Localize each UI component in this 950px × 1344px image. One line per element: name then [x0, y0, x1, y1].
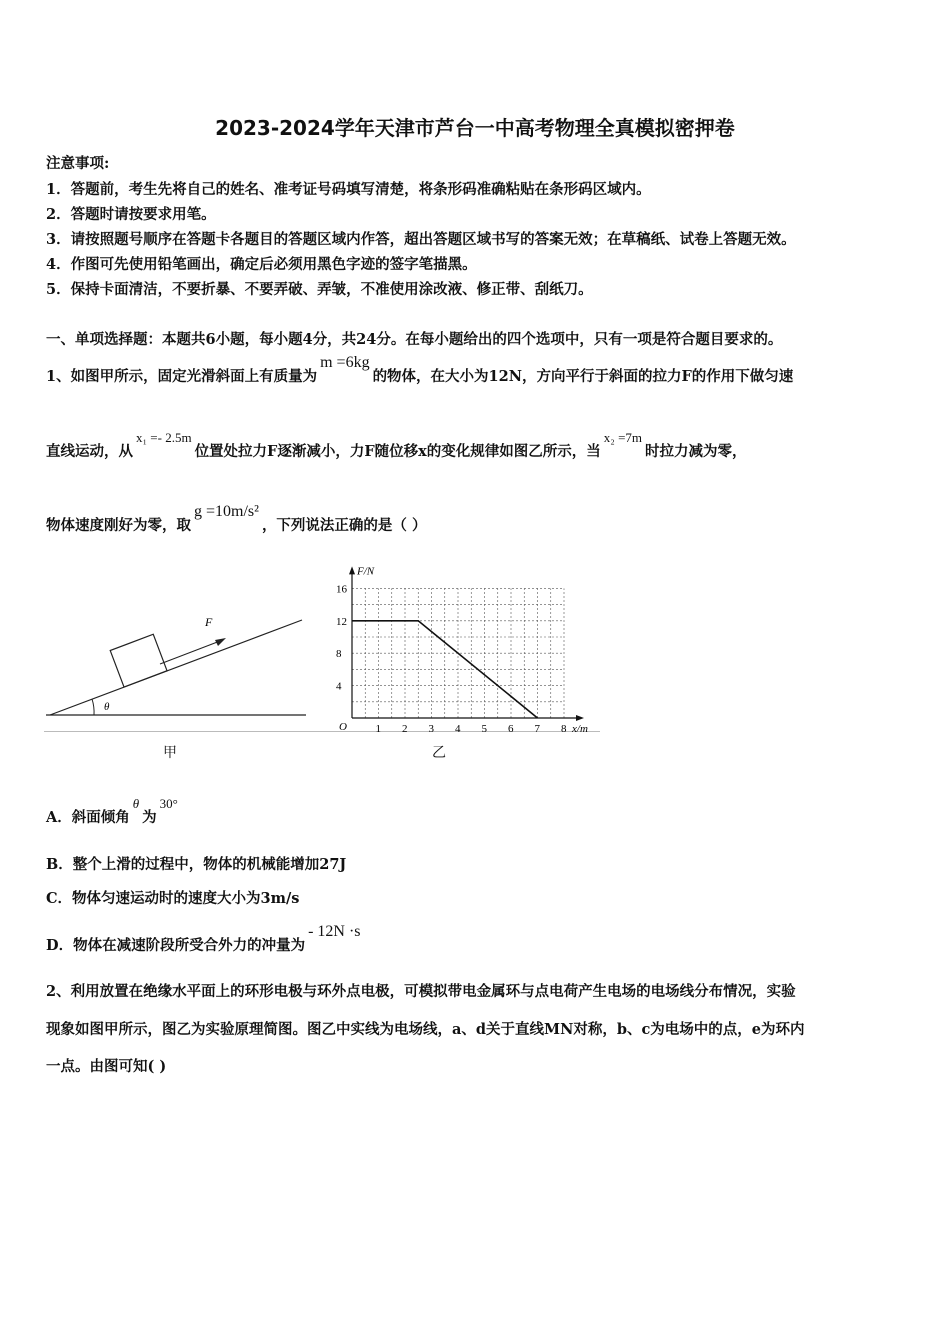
option-c: C．物体匀速运动时的速度大小为3m/s	[46, 890, 300, 907]
x-tick-label: 6	[508, 723, 514, 735]
y-axis-arrow	[349, 566, 355, 574]
q1-text: 物体速度刚好为零，取	[46, 517, 191, 534]
origin-label: O	[339, 721, 347, 733]
notice-heading: 注意事项:	[46, 155, 110, 172]
option-d-text: D．物体在减速阶段所受合外力的冲量为	[46, 937, 306, 954]
option-b: B．整个上滑的过程中，物体的机械能增加27J	[46, 856, 347, 873]
q2-line-1: 2、利用放置在绝缘水平面上的环形电极与环外点电极，可模拟带电金属环与点电荷产生电场的电场线分布情况，实验	[46, 983, 796, 1000]
impulse-value: - 12N ·s	[308, 923, 361, 940]
q1-text: 位置处拉力F逐渐减小，力F随位移x的变化规律如图乙所示，当	[194, 443, 601, 460]
theta-symbol: θ	[132, 796, 140, 811]
y-tick-label: 8	[336, 648, 342, 661]
figure-caption-jia: 甲	[163, 745, 177, 761]
x2-formula: x₂ =7m	[603, 430, 643, 445]
block	[110, 634, 167, 687]
x-axis-label: x/m	[572, 723, 588, 735]
y-tick-label: 4	[336, 680, 342, 693]
figure-caption-yi: 乙	[432, 745, 446, 761]
x-tick-label: 7	[534, 723, 540, 735]
q2-line-3: 一点。由图可知( )	[46, 1058, 167, 1075]
x1-formula: x₁ =- 2.5m	[136, 430, 192, 445]
x-tick-label: 2	[402, 723, 408, 735]
x-tick-label: 5	[481, 723, 487, 735]
force-label: F	[205, 615, 213, 629]
gravity-formula: g =10m/s²	[194, 503, 259, 520]
force-displacement-chart	[318, 550, 608, 740]
mass-formula: m =6kg	[320, 354, 370, 371]
y-axis-label: F/N	[357, 565, 375, 578]
x-tick-label: 3	[428, 723, 434, 735]
option-d	[46, 923, 364, 955]
notice-item-3: 3．请按照题号顺序在答题卡各题目的答题区域内作答，超出答题区域书写的答案无效；在草稿纸、试卷上答题无效。	[46, 231, 796, 248]
notice-item-4: 4．作图可先使用铅笔画出，确定后必须用黑色字迹的签字笔描黑。	[46, 256, 477, 273]
section-heading: 一、单项选择题：本题共6小题，每小题4分，共24分。在每小题给出的四个选项中，只有一项是符合题目要求的。	[46, 331, 783, 348]
x-axis-arrow	[576, 715, 584, 721]
notice-item-2: 2．答题时请按要求用笔。	[46, 206, 216, 223]
notice-item-5: 5．保持卡面清洁，不要折暴、不要弄破、弄皱，不准使用涂改液、修正带、刮纸刀。	[46, 281, 593, 298]
incline-figure	[44, 600, 314, 735]
angle-value: 30°	[159, 796, 178, 811]
option-a	[46, 796, 181, 827]
x-tick-label: 1	[375, 723, 381, 735]
y-tick-label: 12	[336, 615, 347, 628]
x-tick-label: 4	[455, 723, 461, 735]
option-a-mid: 为	[142, 809, 157, 826]
q1-line-2	[46, 430, 747, 461]
q1-text: 时拉力减为零，	[645, 443, 747, 460]
q2-line-2: 现象如图甲所示，图乙为实验原理简图。图乙中实线为电场线，a、d关于直线MN对称，b、c为电场中的点，e为环内	[46, 1021, 805, 1038]
x-tick-label: 8	[561, 723, 567, 735]
angle-label: θ	[104, 701, 110, 713]
y-tick-label: 16	[336, 583, 347, 596]
q1-text: 1、如图甲所示，固定光滑斜面上有质量为	[46, 368, 318, 385]
q1-text: 直线运动，从	[46, 443, 133, 460]
q1-line-3	[46, 503, 427, 535]
option-a-text: A．斜面倾角	[46, 809, 130, 826]
q1-text: ，下列说法正确的是（ ）	[261, 517, 427, 534]
q1-line-1	[46, 354, 794, 386]
q1-text: 的物体，在大小为12N，方向平行于斜面的拉力F的作用下做匀速	[372, 368, 794, 385]
page-title: 2023-2024学年天津市芦台一中高考物理全真模拟密押卷	[215, 116, 735, 140]
notice-item-1: 1．答题前，考生先将自己的姓名、准考证号码填写清楚，将条形码准确粘贴在条形码区域内。	[46, 181, 651, 198]
